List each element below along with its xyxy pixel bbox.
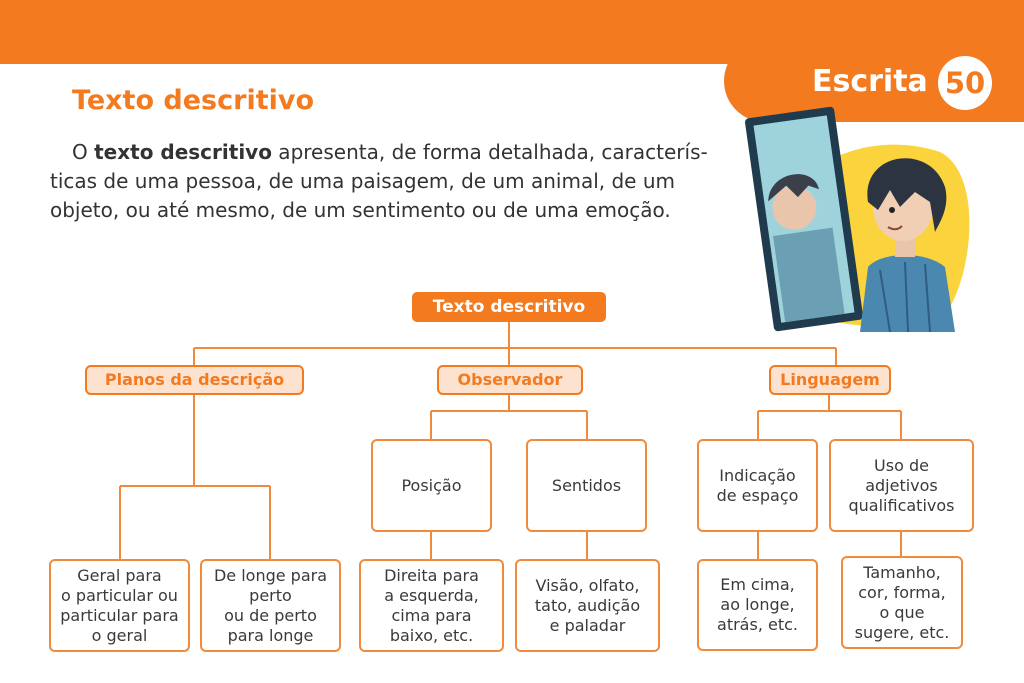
category-planos-da-descricao: Planos da descrição — [85, 365, 304, 395]
leaf-tamanho-line4: sugere, etc. — [854, 622, 950, 642]
leaf-tamanho-line1: Tamanho, — [863, 562, 941, 582]
section-label: Escrita — [812, 64, 928, 99]
page-number-badge: 50 — [938, 56, 992, 110]
leaf-direita-para-esquerda — [359, 559, 504, 652]
leaf-longe-line4: para longe — [227, 625, 314, 645]
node-posicao — [371, 439, 492, 532]
leaf-longe-line1: De longe para — [213, 565, 328, 585]
leaf-longe-para-perto — [200, 559, 341, 652]
leaf-emcima-line1: Em cima, — [720, 575, 795, 594]
leaf-em-cima — [697, 559, 818, 651]
page-title: Texto descritivo — [72, 85, 315, 116]
node-sentidos — [526, 439, 647, 532]
node-uso-line2: adjetivos — [865, 475, 938, 495]
leaf-sentidos-lista — [515, 559, 660, 652]
leaf-visao-line2: tato, audição — [534, 595, 641, 615]
leaf-geral-line4: o geral — [91, 625, 148, 645]
leaf-geral-para-particular — [49, 559, 190, 652]
paragraph-bold-term: texto descritivo — [94, 140, 272, 164]
node-uso-line3: qualificativos — [848, 495, 955, 515]
leaf-geral-line2: o particular ou — [61, 585, 178, 605]
leaf-tamanho-line3: o que — [879, 602, 925, 622]
node-posicao-label: Posição — [401, 475, 462, 495]
leaf-emcima-line2: ao longe, — [720, 595, 795, 614]
leaf-visao-line1: Visão, olfato, — [535, 575, 640, 595]
node-uso-line1: Uso de — [874, 455, 929, 475]
leaf-tamanho-line2: cor, forma, — [858, 582, 946, 602]
leaf-emcima-line3: atrás, etc. — [717, 615, 798, 634]
paragraph-line3: objeto, ou até mesmo, de um sentimento ou de uma emoção. — [50, 198, 671, 222]
leaf-direita-line2: a esquerda, — [384, 585, 479, 605]
leaf-direita-line3: cima para — [391, 605, 472, 625]
node-indicacao-de-espaco — [697, 439, 818, 532]
node-indicacao-line2: de espaço — [716, 485, 799, 505]
leaf-longe-line2: perto — [249, 585, 292, 605]
leaf-direita-line1: Direita para — [384, 565, 479, 585]
leaf-visao-line3: e paladar — [549, 615, 626, 635]
node-indicacao-line1: Indicação — [719, 465, 796, 485]
diagram-root-node: Texto descritivo — [412, 292, 606, 322]
category-linguagem: Linguagem — [769, 365, 891, 395]
node-sentidos-label: Sentidos — [551, 475, 622, 495]
leaf-longe-line3: ou de perto — [224, 605, 317, 625]
paragraph-lead: O — [72, 140, 95, 164]
paragraph-line2: ticas de uma pessoa, de uma paisagem, de um animal, de um — [50, 169, 675, 193]
leaf-geral-line3: particular para — [60, 605, 179, 625]
leaf-direita-line4: baixo, etc. — [389, 625, 474, 645]
category-observador: Observador — [437, 365, 583, 395]
paragraph-line1-rest: apresenta, de forma detalhada, caracterís- — [271, 140, 708, 164]
leaf-geral-line1: Geral para — [77, 565, 162, 585]
leaf-tamanho-cor-forma — [841, 556, 963, 649]
node-uso-de-adjetivos — [829, 439, 974, 532]
